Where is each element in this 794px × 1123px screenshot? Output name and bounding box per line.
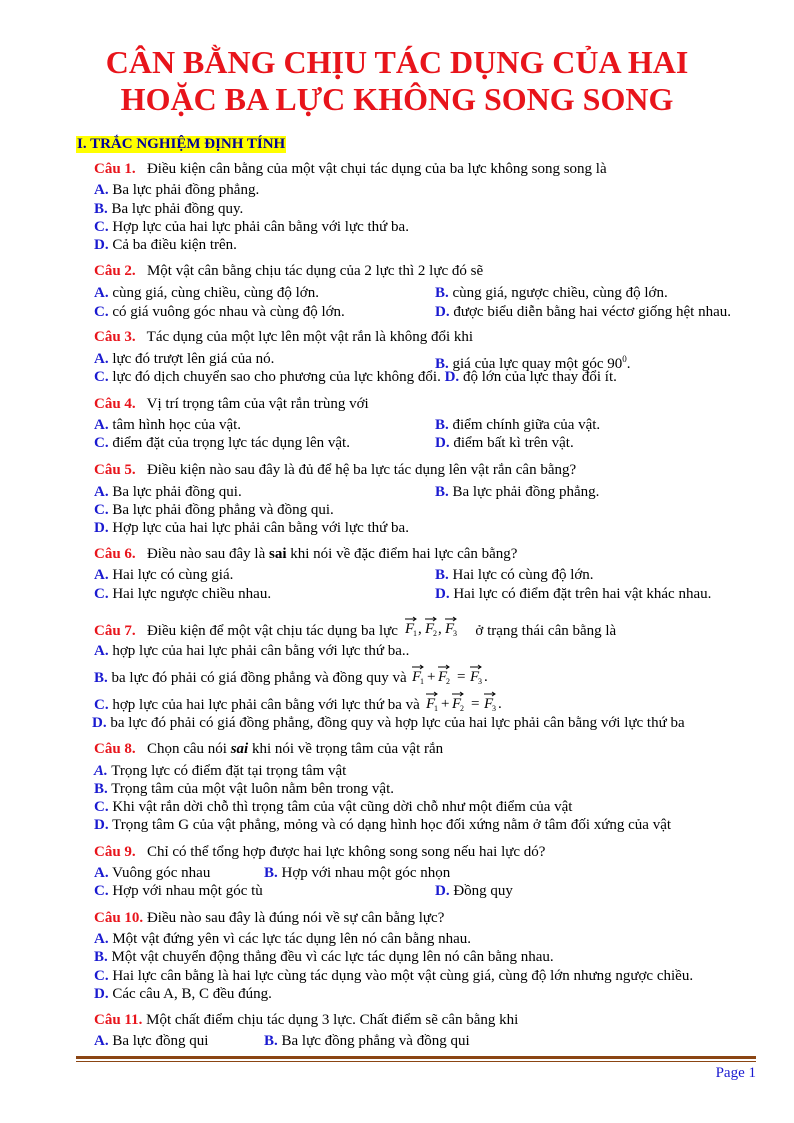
option-a: A. Trọng lực có điểm đặt tại trọng tâm vật [94,763,347,779]
option-c: C. Hợp với nhau một góc tù [94,883,263,899]
svg-text:=: = [457,669,466,685]
question-4: Câu 4. Vị trí trọng tâm của vật rắn trùng với [94,396,369,412]
question-5: Câu 5. Điều kiện nào sau đây là đủ để hệ ba lực tác dụng lên vật rắn cân bằng? [94,462,577,478]
question-6: Câu 6. Điều nào sau đây là sai khi nói về đặc điểm hai lực cân bằng? [94,546,518,562]
option-a: A. Ba lực đồng qui [94,1033,209,1049]
question-9: Câu 9. Chỉ có thể tổng hợp được hai lực không song song nếu hai lực dó? [94,844,546,860]
option-c: C. Khi vật rắn dời chỗ thì trọng tâm của vật cũng dời chỗ như một điểm của vật [94,799,573,815]
svg-text:F: F [425,696,435,712]
svg-text:+: + [440,696,450,712]
option-c: C. Hai lực ngược chiều nhau. [94,586,272,602]
question-3: Câu 3. Tác dụng của một lực lên một vật rắn là không đổi khi [94,329,474,345]
option-b: B. Ba lực phải đồng phẳng. [435,484,600,500]
svg-text:1: 1 [433,704,438,713]
svg-text:3: 3 [452,629,457,638]
svg-text:+: + [427,669,436,685]
svg-text:F: F [444,621,454,637]
section-heading: I. TRẮC NGHIỆM ĐỊNH TÍNH [77,136,286,152]
question-8: Câu 8. Chọn câu nói sai khi nói về trọng tâm của vật rắn [94,741,444,757]
option-c: C. Ba lực phải đồng phẳng và đồng qui. [94,502,334,518]
footer-divider [76,1056,756,1059]
option-a: A. lực đó trượt lên giá của nó. [94,351,275,367]
question-text: Điều kiện cân bằng của một vật chụi tác dụng của ba lực không song song là [146,161,607,177]
option-c: C. hợp lực của hai lực phải cân bằng với lực thứ ba và F 1 + F 2 = F 3 . [94,690,516,719]
svg-text:2: 2 [446,677,451,686]
option-b: B. Trọng tâm của một vật luôn nằm bên trong vật. [94,781,394,797]
option-b: B. giá của lực quay một góc $90^0$. [435,354,631,372]
option-b: B. Hợp với nhau một góc nhọn [264,865,451,881]
option-b: B. Hai lực có cùng độ lớn. [435,567,594,583]
svg-text:=: = [470,696,480,712]
force-vectors-formula [402,615,472,644]
svg-text:3: 3 [478,677,483,686]
question-2: Câu 2. Một vật cân bằng chịu tác dụng của 2 lực thì 2 lực đó sẽ [94,263,484,279]
question-1 [94,160,607,178]
option-d: D. Trọng tâm G của vật phẳng, mỏng và có dạng hình học đối xứng nằm ở tâm đối xứng của vật [94,817,672,833]
svg-text:2: 2 [459,704,464,713]
option-a: A. hợp lực của hai lực phải cân bằng với lực thứ ba.. [94,643,410,659]
option-a: A. cùng giá, cùng chiều, cùng độ lớn. [94,285,319,301]
svg-text:F: F [451,696,461,712]
title-line-2: HOẶC BA LỰC KHÔNG SONG SONG [120,81,674,117]
svg-text:1: 1 [420,677,425,686]
page-title [0,44,794,118]
option-a: A. Vuông góc nhau [94,865,211,881]
vector-sum-formula [410,663,502,692]
footer-divider-thin [76,1061,756,1062]
option-b: B. Ba lực đồng phẳng và đồng qui [264,1033,470,1049]
option-d: D. được biểu diễn bằng hai véctơ giống hệt nhau. [435,304,732,320]
svg-text:F: F [483,696,493,712]
question-7: Câu 7. Điều kiện để một vật chịu tác dụng ba lực F 1 , F 2 , F 3 ở trạng thái cân bằng là [94,615,616,644]
option-a: A. Ba lực phải đồng qui. [94,484,242,500]
option-c: C. có giá vuông góc nhau và cùng độ lớn. [94,304,345,320]
option-d: D. ba lực đó phải có giá đồng phẳng, đồng quy và hợp lực của hai lực phải cân bằng với lực thứ ba [92,715,685,731]
question-number: Câu 1. [94,161,136,177]
option-c: C. điểm đặt của trọng lực tác dụng lên vật. [94,435,350,451]
option-a: A. Hai lực có cùng giá. [94,567,234,583]
svg-text:3: 3 [491,704,496,713]
option-c: C. lực đó dịch chuyển sao cho phương của lực không đổi. D. độ lớn của lực thay đổi ít. [94,369,617,385]
svg-text:.: . [497,696,502,712]
option-a: A. Một vật đứng yên vì các lực tác dụng lên nó cân bằng nhau. [94,931,471,947]
option-b: B. ba lực đó phải có giá đồng phẳng và đồng quy và F 1 + F 2 = F 3 . [94,663,502,692]
svg-text:F: F [470,669,480,685]
svg-text:F: F [404,621,414,637]
option-b: B. Một vật chuyển động thẳng đều vì các lực tác dụng lên nó cân bằng nhau. [94,949,554,965]
option-d: D. Hợp lực của hai lực phải cân bằng với lực thứ ba. [94,520,409,536]
svg-text:F: F [438,669,448,685]
svg-text:,: , [437,621,442,637]
question-10: Câu 10. Điều nào sau đây là đúng nói về sự cân bằng lực? [94,910,445,926]
svg-text:2: 2 [432,629,437,638]
svg-text:1: 1 [412,629,417,638]
option-d: D. điểm bất kì trên vật. [435,435,574,451]
option-d: D. Các câu A, B, C đều đúng. [94,986,272,1002]
question-11: Câu 11. Một chất điểm chịu tác dụng 3 lực. Chất điểm sẽ cân bằng khi [94,1012,519,1028]
option-c: C. Hợp lực của hai lực phải cân bằng với lực thứ ba. [94,219,409,235]
option-a: A. tâm hình học của vật. [94,417,242,433]
option-d: D. Đồng quy [435,883,513,899]
svg-text:,: , [417,621,422,637]
option-b: B. điểm chính giữa của vật. [435,417,601,433]
option-d: D. Cả ba điều kiện trên. [94,237,237,253]
option-a: A. Ba lực phải đồng phẳng. [94,182,260,198]
option-d: D. Hai lực có điểm đặt trên hai vật khác nhau. [435,586,712,602]
option-b: B. Ba lực phải đồng quy. [94,201,244,217]
page-number: Page 1 [715,1065,756,1081]
svg-text:F: F [424,621,434,637]
option-b: B. cùng giá, ngược chiều, cùng độ lớn. [435,285,668,301]
title-line-1: CÂN BẰNG CHỊU TÁC DỤNG CỦA HAI [105,44,689,80]
svg-text:F: F [412,669,422,685]
option-c: C. Hai lực cân bằng là hai lực cùng tác dụng vào một vật cùng giá, cùng độ lớn nhưng ngược chiều. [94,968,694,984]
svg-text:.: . [484,669,489,685]
